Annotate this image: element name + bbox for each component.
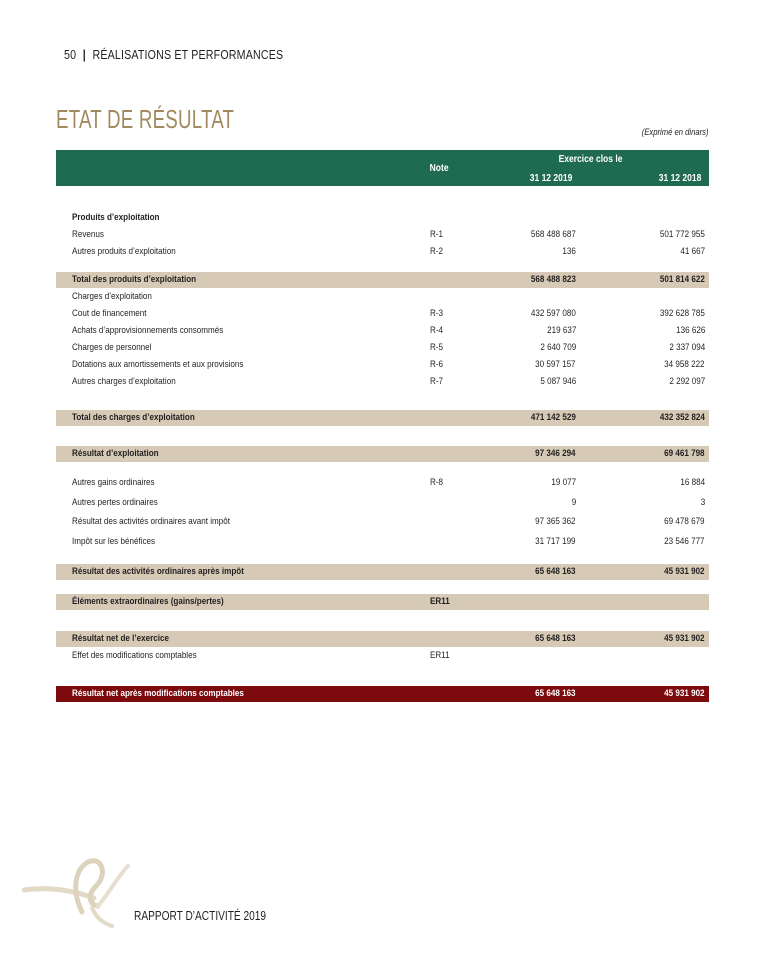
table-row [56,305,709,322]
row-value-2018: 34 958 222 [664,359,705,370]
row-label: Autres gains ordinaires [72,477,155,488]
table-row [56,494,709,514]
row-label: Éléments extraordinaires (gains/pertes) [72,596,224,607]
row-label: Résultat net après modifications comptables [72,688,244,699]
row-value-2019: 136 [562,246,576,257]
row-label: Autres pertes ordinaires [72,496,158,508]
row-value-2018: 2 337 094 [669,342,705,353]
year-2018-header: 31 12 2018 [658,173,702,184]
table-row [56,373,709,390]
page-number: 50 [64,47,77,62]
table-row [56,322,709,339]
row-note: R-2 [430,246,444,257]
row-value-2019: 31 717 199 [535,535,576,547]
ribbon-flourish-icon [22,852,152,932]
unit-note: (Exprimé en dinars) [642,127,709,137]
row-label: Dotations aux amortissements et aux provisions [72,359,244,370]
extraordinary-row [56,594,709,610]
table-row [56,474,709,494]
table-row [56,533,709,553]
row-label: Impôt sur les bénéfices [72,535,156,547]
table-row [56,209,709,226]
table-row [56,513,709,533]
row-value-2019: 568 488 687 [531,229,576,240]
separator: | [82,47,86,62]
table-row [56,647,709,664]
row-value-2019: 97 365 362 [535,516,576,527]
row-value-2019: 432 597 080 [531,308,576,319]
row-label: Résultat d’exploitation [72,448,159,459]
row-value-2019: 65 648 163 [535,633,576,644]
row-label: Cout de financement [72,308,147,319]
report-title: RAPPORT D’ACTIVITÉ 2019 [134,908,267,923]
year-2019-header: 31 12 2019 [529,173,573,184]
row-value-2018: 41 667 [680,246,705,257]
subtotal-row [56,446,709,462]
row-note: R-7 [430,376,444,387]
final-result-row [56,686,709,702]
row-value-2018: 45 931 902 [664,688,705,699]
note-column-header: Note [429,163,449,174]
row-note: R-6 [430,359,444,370]
row-value-2019: 19 077 [551,477,576,488]
table-row [56,356,709,373]
row-value-2018: 136 626 [675,325,705,336]
row-value-2018: 501 772 955 [660,229,705,240]
row-value-2019: 30 597 157 [535,359,576,370]
row-label: Autres charges d’exploitation [72,376,176,387]
net-result-row [56,631,709,647]
table-row [56,226,709,243]
row-value-2019: 219 637 [546,325,576,336]
page-title: ETAT DE RÉSULTAT [56,104,235,134]
row-value-2018: 2 292 097 [669,376,705,387]
row-value-2018: 392 628 785 [660,308,705,319]
row-label: Total des charges d’exploitation [72,412,195,423]
row-value-2018: 501 814 622 [660,274,705,285]
row-label: Résultat des activités ordinaires après impôt [72,566,244,577]
row-label: Total des produits d’exploitation [72,274,197,285]
table-row [56,339,709,356]
row-label: Charges de personnel [72,342,152,353]
row-label: Charges d’exploitation [72,291,152,302]
row-value-2018: 432 352 824 [660,412,705,423]
row-note: R-4 [430,325,444,336]
subtotal-row [56,564,709,580]
row-value-2018: 45 931 902 [664,566,705,577]
row-note: R-1 [430,229,444,240]
row-value-2019: 2 640 709 [540,342,576,353]
table-row [56,243,709,260]
row-value-2018: 23 546 777 [664,535,705,547]
row-label: Revenus [72,229,104,240]
row-value-2019: 65 648 163 [535,688,576,699]
row-value-2019: 568 488 823 [531,274,576,285]
running-head [64,47,283,62]
section-title: RÉALISATIONS ET PERFORMANCES [92,47,284,62]
row-label: Autres produits d’exploitation [72,246,176,257]
row-value-2018: 16 884 [680,477,705,488]
table-row [56,288,709,305]
row-label: Résultat net de l’exercice [72,633,169,644]
row-label: Résultat des activités ordinaires avant impôt [72,516,230,527]
row-note: R-8 [430,477,444,488]
table-header [56,150,709,186]
row-value-2018: 69 478 679 [664,516,705,527]
row-value-2019: 9 [571,496,576,508]
row-value-2018: 3 [700,496,705,508]
row-value-2019: 97 346 294 [535,448,576,459]
row-value-2019: 65 648 163 [535,566,576,577]
row-note: ER11 [430,650,450,661]
row-value-2018: 45 931 902 [664,633,705,644]
row-value-2019: 5 087 946 [540,376,576,387]
row-value-2019: 471 142 529 [531,412,576,423]
period-header: Exercice clos le [558,154,623,165]
row-label: Achats d’approvisionnements consommés [72,325,224,336]
row-note: R-3 [430,308,444,319]
total-row [56,272,709,288]
total-row [56,410,709,426]
income-statement-table [56,150,709,702]
row-note: R-5 [430,342,444,353]
row-value-2018: 69 461 798 [664,448,705,459]
row-note: ER11 [430,596,450,607]
row-label: Effet des modifications comptables [72,650,197,661]
row-label: Produits d’exploitation [72,212,160,223]
